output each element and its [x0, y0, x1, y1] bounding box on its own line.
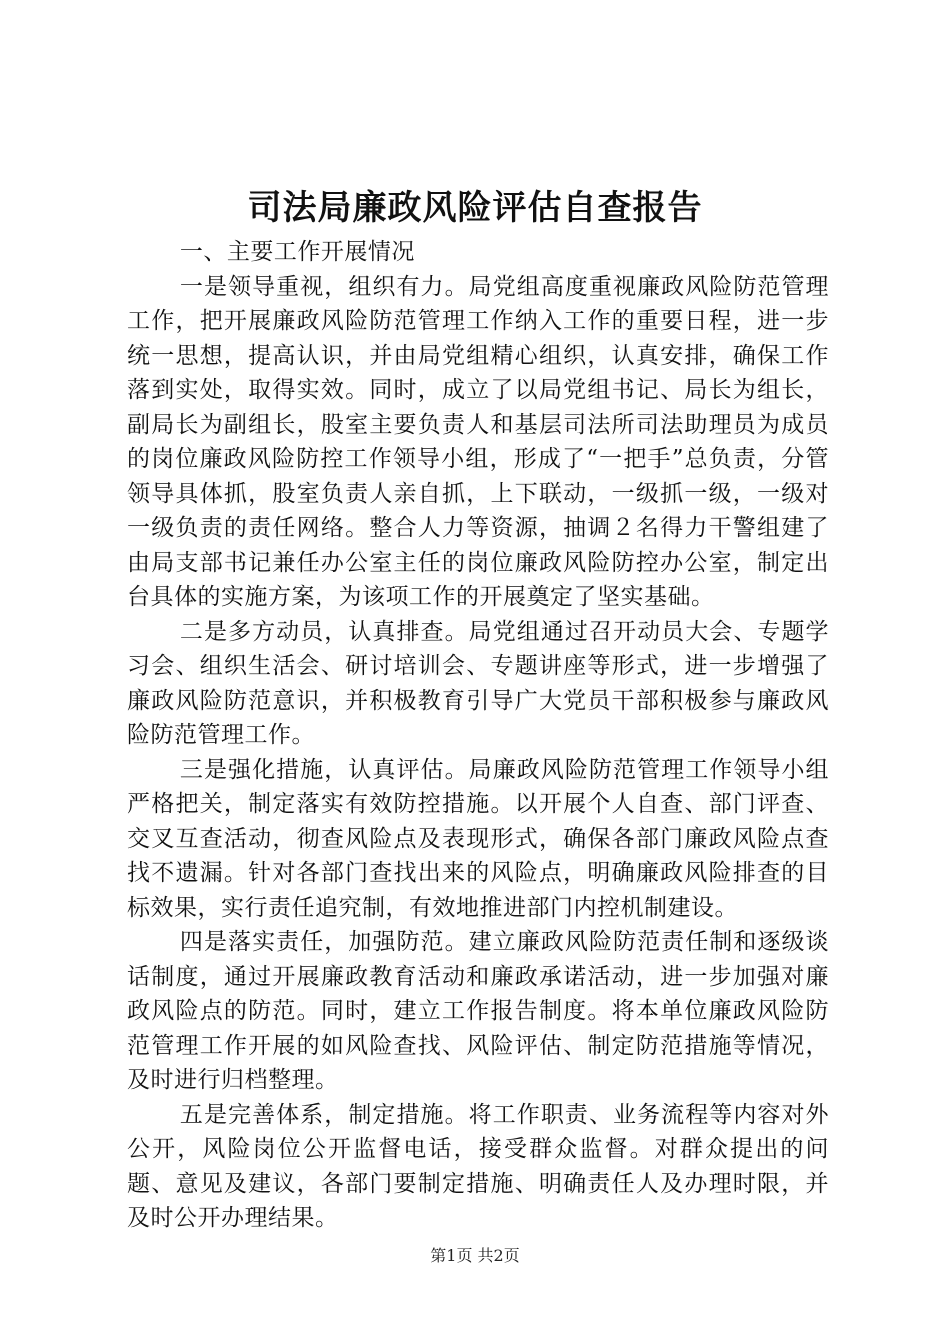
- paragraph-mobilization: 二是多方动员，认真排查。局党组通过召开动员大会、专题学习会、组织生活会、研讨培训会、专题讲座等形式，进一步增强了廉政风险防范意识，并积极教育引导广大党员干部积极参与廉政风险防范管理工作。: [127, 618, 829, 748]
- paragraph-responsibility: 四是落实责任，加强防范。建立廉政风险防范责任制和逐级谈话制度，通过开展廉政教育活动和廉政承诺活动，进一步加强对廉政风险点的防范。同时，建立工作报告制度。将本单位廉政风险防范管理工作开展的如风险查找、风险评估、制定防范措施等情况，及时进行归档整理。: [127, 929, 829, 1093]
- paragraph-system: 五是完善体系，制定措施。将工作职责、业务流程等内容对外公开，风险岗位公开监督电话，接受群众监督。对群众提出的问题、意见及建议，各部门要制定措施、明确责任人及办理时限，并及时公开办理结果。: [127, 1101, 829, 1231]
- section-heading: 一、主要工作开展情况: [179, 239, 415, 265]
- paragraph-leadership: 一是领导重视，组织有力。局党组高度重视廉政风险防范管理工作，把开展廉政风险防范管理工作纳入工作的重要日程，进一步统一思想，提高认识，并由局党组精心组织，认真安排，确保工作落到实处，取得实效。同时，成立了以局党组书记、局长为组长，副局长为副组长，股室主要负责人和基层司法所司法助理员为成员的岗位廉政风险防控工作领导小组，形成了“一把手”总负责，分管领导具体抓，股室负责人亲自抓，上下联动，一级抓一级，一级对一级负责的责任网络。整合人力等资源，抽调２名得力干警组建了由局支部书记兼任办公室主任的岗位廉政风险防控办公室，制定出台具体的实施方案，为该项工作的开展奠定了坚实基础。: [127, 273, 829, 610]
- document-title: 司法局廉政风险评估自查报告: [247, 188, 703, 228]
- document-body: [127, 235, 829, 1236]
- page-footer: 第1页 共2页: [430, 1246, 520, 1265]
- paragraph-measures: 三是强化措施，认真评估。局廉政风险防范管理工作领导小组严格把关，制定落实有效防控措施。以开展个人自查、部门评查、交叉互查活动，彻查风险点及表现形式，确保各部门廉政风险点查找不遗漏。针对各部门查找出来的风险点，明确廉政风险排查的目标效果，实行责任追究制，有效地推进部门内控机制建设。: [127, 756, 829, 921]
